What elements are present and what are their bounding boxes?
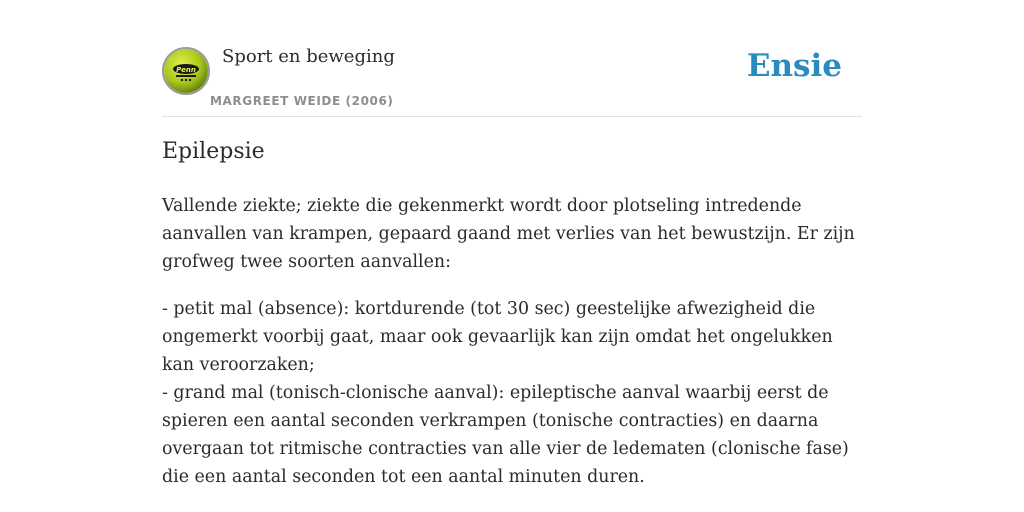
- article-title: Epilepsie: [162, 139, 265, 164]
- category-link[interactable]: Sport en beweging: [222, 46, 395, 67]
- author-label[interactable]: MARGREET WEIDE (2006): [210, 94, 394, 108]
- article-body: [162, 192, 862, 491]
- list-item: - petit mal (absence): kortdurende (tot 30 sec) geestelijke afwezigheid die ongemerkt voorbij gaat, maar ook gevaarlijk kan zijn omdat het ongelukken kan veroorzaken;: [162, 299, 833, 375]
- list-item: - grand mal (tonisch-clonische aanval): epileptische aanval waarbij eerst de spieren een aantal seconden verkrampen (tonische contracties) en daarna overgaan tot ritmische contracties van alle vier de ledematen (clonische fase) die een aantal seconden tot een aantal minuten duren.: [162, 383, 849, 487]
- article-intro: Vallende ziekte; ziekte die gekenmerkt wordt door plotseling intredende aanvallen van krampen, gepaard gaand met verlies van het bewustzijn. Er zijn grofweg twee soorten aanvallen:: [162, 196, 855, 272]
- article-header: [162, 0, 862, 117]
- svg-text:Penn: Penn: [176, 66, 196, 74]
- tennis-ball-penn-icon[interactable]: [162, 47, 210, 95]
- article-card: [162, 0, 862, 487]
- brand-logo[interactable]: Ensie: [746, 48, 842, 84]
